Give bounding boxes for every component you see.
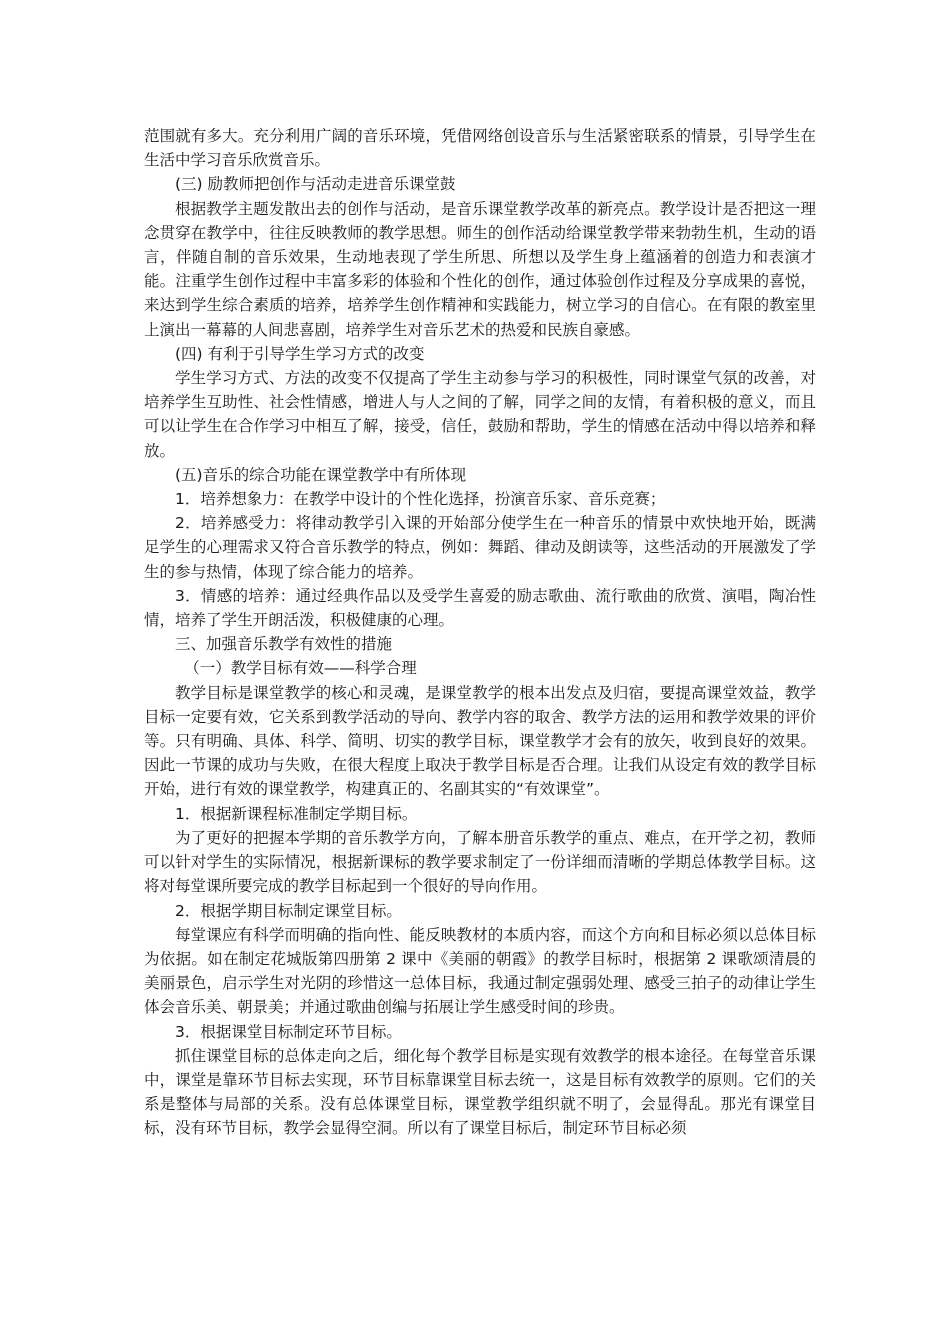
paragraph: 教学目标是课堂教学的核心和灵魂，是课堂教学的根本出发点及归宿，要提高课堂效益，教学目标一定要有效，它关系到教学活动的导向、教学内容的取舍、教学方法的运用和教学效果的评价等。只有明确、具体、科学、简明、切实的教学目标，课堂教学才会有的放矢，收到良好的效果。因此一节课的成功与失败，在很大程度上取决于教学目标是否合理。让我们从设定有效的教学目标开始，进行有效的课堂教学，构建真正的、名副其实的“有效课堂”。 [144, 683, 816, 799]
section-heading-5: (五)音乐的综合功能在课堂教学中有所体现 [175, 465, 467, 484]
paragraph: 为了更好的把握本学期的音乐教学方向，了解本册音乐教学的重点、难点，在开学之初，教师可以针对学生的实际情况，根据新课标的教学要求制定了一份详细而清晰的学期总体教学目标。这将对每堂课所要完成的教学目标起到一个很好的导向作用。 [144, 828, 816, 896]
chapter-heading: 三、加强音乐教学有效性的措施 [175, 635, 393, 654]
list-item-3: 3．情感的培养：通过经典作品以及受学生喜爱的励志歌曲、流行歌曲的欣赏、演唱，陶冶性情，培养了学生开朗活泼，积极健康的心理。 [144, 586, 816, 630]
paragraph: 抓住课堂目标的总体走向之后，细化每个教学目标是实现有效教学的根本途径。在每堂音乐课中，课堂是靠环节目标去实现，环节目标靠课堂目标去统一，这是目标有效教学的原则。它们的关系是整体与局部的关系。没有总体课堂目标，课堂教学组织就不明了，会显得乱。那光有课堂目标，没有环节目标，教学会显得空洞。所以有了课堂目标后，制定环节目标必须 [144, 1046, 816, 1138]
numbered-heading-1: 1．根据新课程标准制定学期目标。 [175, 804, 418, 823]
paragraph: 学生学习方式、方法的改变不仅提高了学生主动参与学习的积极性，同时课堂气氛的改善，对培养学生互助性、社会性情感，增进人与人之间的了解，同学之间的友情，有着积极的意义，而且可以让学生在合作学习中相互了解，接受，信任，鼓励和帮助，学生的情感在活动中得以培养和释放。 [144, 369, 816, 460]
list-item-1: 1．培养想象力：在教学中设计的个性化选择，扮演音乐家、音乐竞赛； [175, 490, 666, 509]
numbered-heading-3: 3．根据课堂目标制定环节目标。 [175, 1022, 402, 1041]
subsection-heading-1: （一）教学目标有效——科学合理 [184, 659, 417, 678]
section-heading-3: (三) 励教师把创作与活动走进音乐课堂鼓 [175, 175, 456, 194]
paragraph-continued: 范围就有多大。充分利用广阔的音乐环境，凭借网络创设音乐与生活紧密联系的情景，引导学生在生活中学习音乐欣赏音乐。 [144, 127, 816, 170]
paragraph: 根据教学主题发散出去的创作与活动，是音乐课堂教学改革的新亮点。教学设计是否把这一理念贯穿在教学中，往往反映教师的教学思想。师生的创作活动给课堂教学带来勃勃生机，生动的语言，伴随自制的音乐效果，生动地表现了学生所思、所想以及学生身上蕴涵着的创造力和表演才能。注重学生创作过程中丰富多彩的体验和个性化的创作，通过体验创作过程及分享成果的喜悦，来达到学生综合素质的培养，培养学生创作精神和实践能力，树立学习的自信心。在有限的教室里上演出一幕幕的人间悲喜剧，培养学生对音乐艺术的热爱和民族自豪感。 [144, 199, 816, 339]
section-heading-4: (四) 有利于引导学生学习方式的改变 [175, 344, 425, 363]
numbered-heading-2: 2．根据学期目标制定课堂目标。 [175, 901, 402, 920]
document-body [144, 124, 816, 1141]
paragraph: 每堂课应有科学而明确的指向性、能反映教材的本质内容，而这个方向和目标必须以总体目标为依据。如在制定花城版第四册第 2 课中《美丽的朝霞》的教学目标时，根据第 2 课歌颂清晨的美丽景色，启示学生对光阴的珍惜这一总体目标，我通过制定强弱处理、感受三拍子的动律让学生体会音乐美、朝景美；并通过歌曲创编与拓展让学生感受时间的珍贵。 [144, 925, 816, 1017]
list-item-2: 2．培养感受力：将律动教学引入课的开始部分使学生在一种音乐的情景中欢快地开始，既满足学生的心理需求又符合音乐教学的特点，例如：舞蹈、律动及朗读等，这些活动的开展激发了学生的参与热情，体现了综合能力的培养。 [144, 514, 816, 581]
